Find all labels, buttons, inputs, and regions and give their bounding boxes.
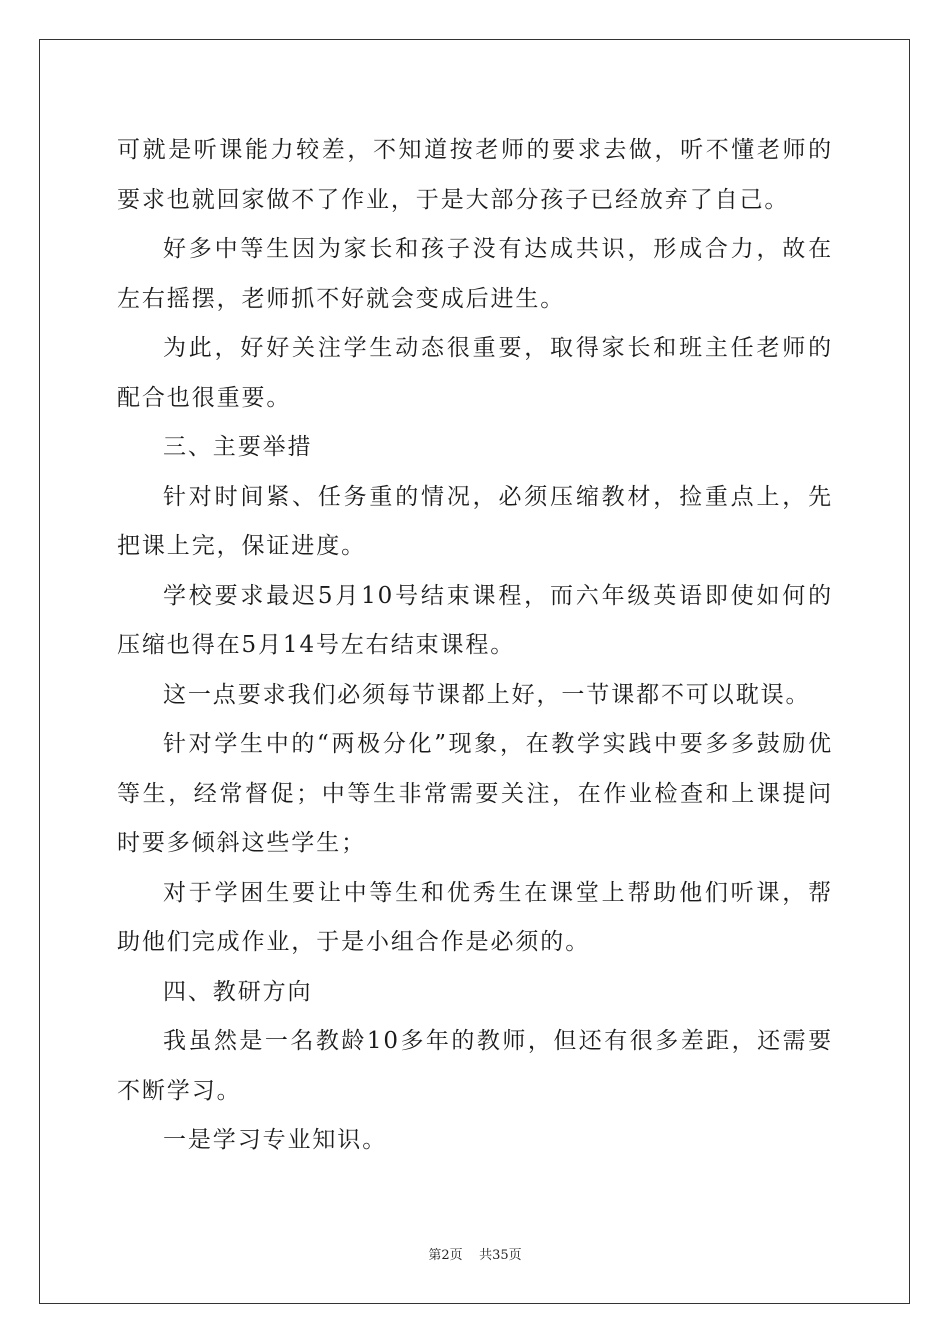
paragraph-3: 为此，好好关注学生动态很重要，取得家长和班主任老师的配合也很重要。 [117,335,833,411]
section-heading-4: 四、教研方向 [163,978,313,1005]
page-number-footer: 第2页 共35页 [428,1248,522,1263]
paragraph-9: 对于学困生要让中等生和优秀生在课堂上帮助他们听课，帮助他们完成作业，于是小组合作是必须的。 [117,879,833,955]
paragraph-5: 针对时间紧、任务重的情况，必须压缩教材，捡重点上，先把课上完，保证进度。 [117,483,833,559]
section-heading-3: 三、主要举措 [163,434,313,460]
paragraph-11: 我虽然是一名教龄10多年的教师，但还有很多差距，还需要不断学习。 [117,1028,833,1104]
paragraph-8: 针对学生中的“两极分化”现象，在教学实践中要多多鼓励优等生，经常督促；中等生非常需要关注，在作业检查和上课提问时要多倾斜这些学生； [117,731,833,856]
document-body [117,126,833,1166]
paragraph-2: 好多中等生因为家长和孩子没有达成共识，形成合力，故在左右摇摆，老师抓不好就会变成后进生。 [117,236,833,312]
paragraph-6: 学校要求最迟5月10号结束课程，而六年级英语即使如何的压缩也得在5月14号左右结束课程。 [117,582,833,658]
paragraph-12: 一是学习专业知识。 [163,1127,388,1153]
paragraph-1: 可就是听课能力较差，不知道按老师的要求去做，听不懂老师的要求也就回家做不了作业，于是大部分孩子已经放弃了自己。 [117,137,833,213]
paragraph-7: 这一点要求我们必须每节课都上好，一节课都不可以耽误。 [163,681,811,708]
